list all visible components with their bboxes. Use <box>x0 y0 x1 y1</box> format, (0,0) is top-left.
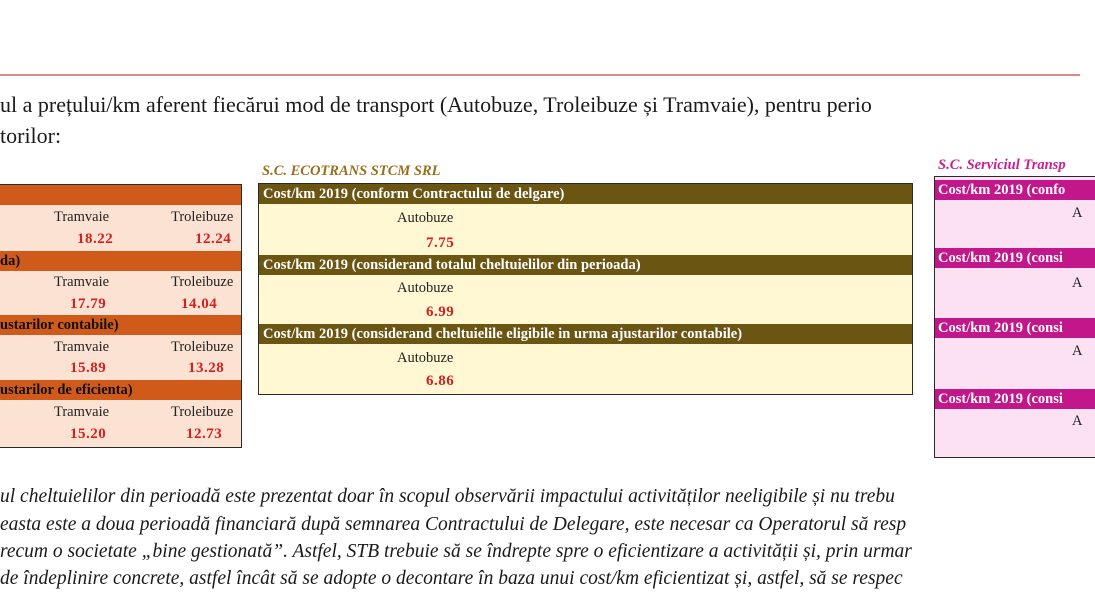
middle-section-header: Cost/km 2019 (considerand totalul cheltuielilor din perioada) <box>259 255 912 275</box>
value-autobuze: 6.86 <box>426 373 455 389</box>
right-section-header: Cost/km 2019 (consi <box>935 318 1095 338</box>
intro-line-1: ul a prețului/km aferent fiecărui mod de transport (Autobuze, Troleibuze și Tramvaie), pentru perio <box>0 92 872 117</box>
column-label-troleibuze: Troleibuze <box>171 404 234 420</box>
paragraph-line-1: ul cheltuielilor din perioadă este prezentat doar în scopul observării impactului activităților neeligibile și nu trebu <box>0 486 895 507</box>
intro-line-2: torilor: <box>0 123 62 148</box>
value-troleibuze: 12.24 <box>195 231 232 247</box>
left-section-header: ustarilor de eficienta) <box>0 380 241 400</box>
column-label-autobuze: Autobuze <box>397 210 454 226</box>
value-troleibuze: 13.28 <box>188 360 225 376</box>
operator-title-ecotrans: S.C. ECOTRANS STCM SRL <box>262 163 441 179</box>
value-autobuze: 6.99 <box>426 304 455 320</box>
column-label-autobuze: A <box>1072 413 1083 429</box>
column-label-troleibuze: Troleibuze <box>171 274 234 290</box>
top-divider <box>0 74 1080 76</box>
left-section-header: da) <box>0 251 241 271</box>
column-label-autobuze: A <box>1072 275 1083 291</box>
column-label-autobuze: A <box>1072 205 1083 221</box>
column-label-troleibuze: Troleibuze <box>171 339 234 355</box>
value-troleibuze: 14.04 <box>181 296 218 312</box>
left-section-header: ustarilor contabile) <box>0 315 241 335</box>
value-tramvaie: 15.20 <box>70 426 107 442</box>
value-tramvaie: 15.89 <box>70 360 107 376</box>
paragraph-line-2: easta este a doua perioadă financiară după semnarea Contractului de Delegare, este necesar ca Operatorul să resp <box>0 514 907 535</box>
column-label-autobuze: Autobuze <box>397 280 454 296</box>
column-label-troleibuze: Troleibuze <box>171 209 234 225</box>
left-cost-table <box>0 184 242 448</box>
value-tramvaie: 17.79 <box>70 296 107 312</box>
left-section-header <box>0 185 241 205</box>
right-section-header: Cost/km 2019 (confo <box>935 180 1095 200</box>
column-label-autobuze: Autobuze <box>397 350 454 366</box>
value-autobuze: 7.75 <box>426 235 455 251</box>
middle-cost-table <box>258 183 913 395</box>
column-label-tramvaie: Tramvaie <box>54 339 110 355</box>
right-section-header: Cost/km 2019 (consi <box>935 389 1095 409</box>
column-label-tramvaie: Tramvaie <box>54 274 110 290</box>
value-troleibuze: 12.73 <box>186 426 223 442</box>
column-label-tramvaie: Tramvaie <box>54 404 110 420</box>
middle-section-header: Cost/km 2019 (considerand cheltuielile eligibile in urma ajustarilor contabile) <box>259 324 912 344</box>
operator-title-serviciul: S.C. Serviciul Transp <box>938 157 1066 173</box>
column-label-autobuze: A <box>1072 343 1083 359</box>
paragraph-line-4: de îndeplinire concrete, astfel încât să se adopte o decontare în baza unui cost/km eficientizat și, astfel, să se respec <box>0 568 903 589</box>
paragraph-line-3: recum o societate „bine gestionată”. Astfel, STB trebuie să se îndrepte spre o eficientizare a activității și, prin urmar <box>0 541 912 562</box>
column-label-tramvaie: Tramvaie <box>54 209 110 225</box>
right-cost-table <box>934 176 1095 458</box>
middle-section-header: Cost/km 2019 (conform Contractului de delgare) <box>259 184 912 204</box>
value-tramvaie: 18.22 <box>77 231 114 247</box>
right-section-header: Cost/km 2019 (consi <box>935 248 1095 268</box>
